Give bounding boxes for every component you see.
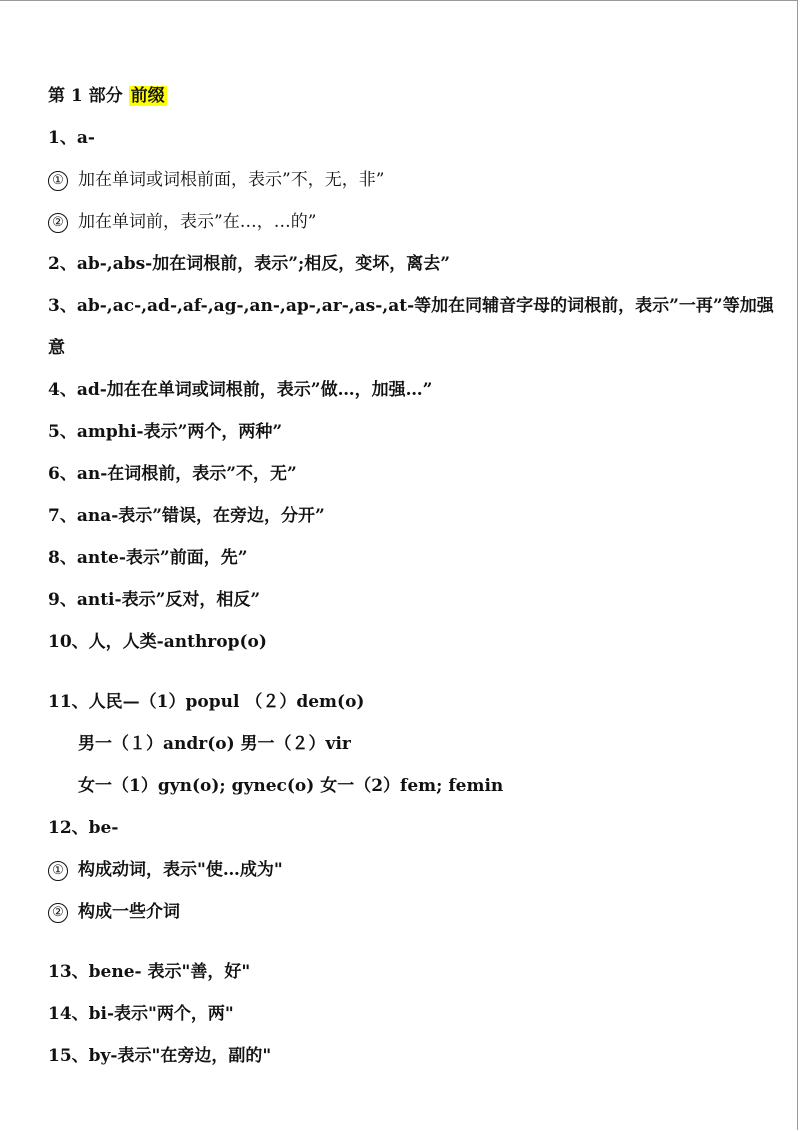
list-subitem: 男一（１）andr(o) 男一（２）vir: [78, 734, 351, 754]
list-item: 13、bene- 表示"善，好": [48, 962, 251, 982]
list-item: [48, 900, 180, 924]
list-item: 1、a-: [48, 128, 95, 148]
circled-number: ②: [48, 903, 68, 923]
list-item: [48, 168, 384, 192]
list-item: 12、be-: [48, 818, 119, 838]
circled-number: ②: [48, 213, 68, 233]
list-item-text: 加在单词前，表示”在…，…的”: [78, 212, 317, 232]
list-item: 7、ana-表示”错误，在旁边，分开”: [48, 506, 325, 526]
list-item: 2、ab-,abs-加在词根前，表示”;相反，变坏，离去”: [48, 254, 451, 274]
list-item-text: 加在单词或词根前面，表示”不，无，非”: [78, 170, 385, 190]
list-item: 5、amphi-表示”两个，两种”: [48, 422, 283, 442]
part-label: 第 1 部分: [48, 86, 123, 106]
highlighted-topic: 前缀: [130, 86, 165, 106]
section-heading: [48, 84, 167, 108]
circled-number: ①: [48, 171, 68, 191]
list-item: 6、an-在词根前，表示”不，无”: [48, 464, 297, 484]
list-item: [48, 858, 283, 882]
list-item: [48, 210, 316, 234]
list-subitem: 女一（1）gyn(o); gynec(o) 女一（2）fem; femin: [78, 776, 504, 796]
list-item: 15、by-表示"在旁边，副的": [48, 1046, 272, 1066]
list-item: 8、ante-表示”前面，先”: [48, 548, 248, 568]
list-item: 3、ab-,ac-,ad-,af-,ag-,an-,ap-,ar-,as-,at-等加在同辅音字母的词根前，表示”一再”等加强: [48, 296, 774, 316]
list-item-text: 构成动词，表示"使…成为": [78, 860, 283, 880]
list-item: 11、人民—（1）popul （２）dem(o): [48, 692, 365, 712]
circled-number: ①: [48, 861, 68, 881]
list-item: 4、ad-加在在单词或词根前，表示”做…，加强…”: [48, 380, 433, 400]
list-item-text: 构成一些介词: [78, 902, 180, 922]
list-item: 9、anti-表示”反对，相反”: [48, 590, 261, 610]
list-item: 10、人，人类-anthrop(o): [48, 632, 267, 652]
list-item: 14、bi-表示"两个，两": [48, 1004, 234, 1024]
list-item-continuation: 意: [48, 338, 65, 358]
